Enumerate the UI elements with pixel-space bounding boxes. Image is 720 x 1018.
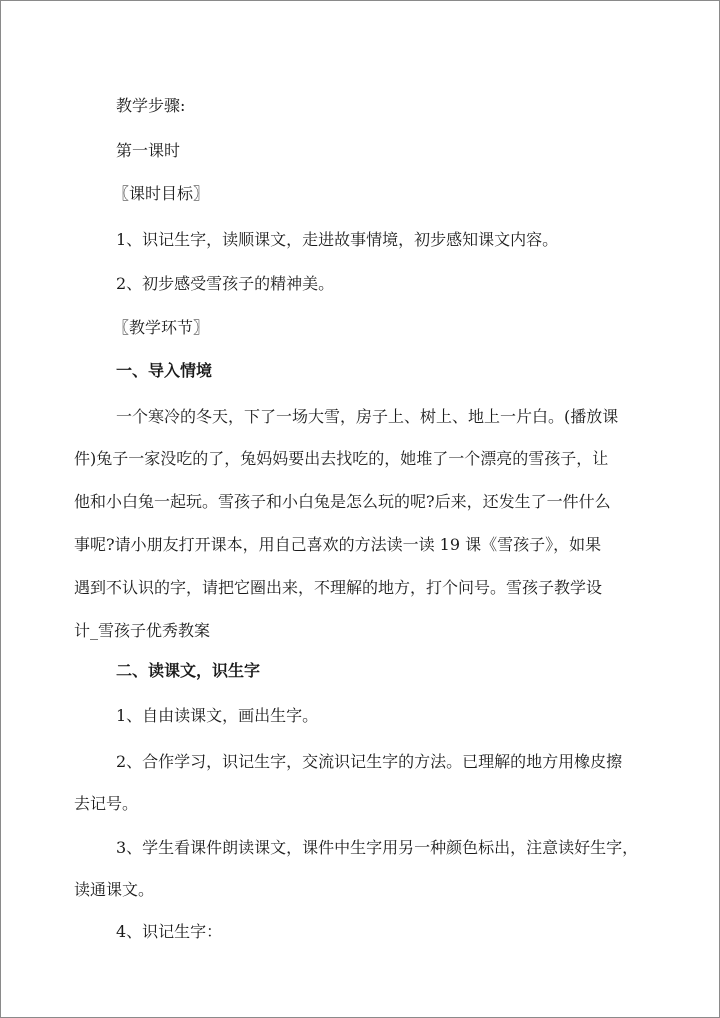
step-1: 1、自由读课文，画出生字。 [116, 706, 319, 725]
intro-line-6: 计_雪孩子优秀教案 [74, 621, 211, 640]
section-2-title: 二、读课文，识生字 [116, 661, 261, 680]
objectives-title: 〖课时目标〗 [113, 184, 210, 203]
step-2-line-2: 去记号。 [74, 794, 139, 813]
intro-line-5: 遇到不认识的字，请把它圈出来，不理解的地方，打个问号。雪孩子教学设 [74, 578, 603, 597]
teaching-steps-heading: 教学步骤: [116, 96, 186, 115]
intro-line-2: 件)兔子一家没吃的了，兔妈妈要出去找吃的，她堆了一个漂亮的雪孩子，让 [74, 449, 609, 468]
process-title: 〖教学环节〗 [113, 318, 210, 337]
step-4: 4、识记生字： [116, 922, 223, 941]
objective-1: 1、识记生字，读顺课文，走进故事情境，初步感知课文内容。 [116, 230, 559, 249]
objective-2: 2、初步感受雪孩子的精神美。 [116, 274, 335, 293]
section-1-title: 一、导入情境 [116, 361, 213, 380]
intro-line-1: 一个寒冷的冬天，下了一场大雪，房子上、树上、地上一片白。(播放课 [116, 407, 619, 426]
step-3-line-1: 3、学生看课件朗读课文，课件中生字用另一种颜色标出，注意读好生字， [116, 838, 639, 857]
step-3-line-2: 读通课文。 [74, 880, 155, 899]
intro-line-4: 事呢?请小朋友打开课本，用自己喜欢的方法读一读 19 课《雪孩子》，如果 [74, 535, 602, 554]
intro-line-3: 他和小白兔一起玩。雪孩子和小白兔是怎么玩的呢?后来，还发生了一件什么 [74, 492, 611, 511]
step-2-line-1: 2、合作学习，识记生字，交流识记生字的方法。已理解的地方用橡皮擦 [116, 752, 623, 771]
lesson-one-label: 第一课时 [116, 141, 181, 160]
